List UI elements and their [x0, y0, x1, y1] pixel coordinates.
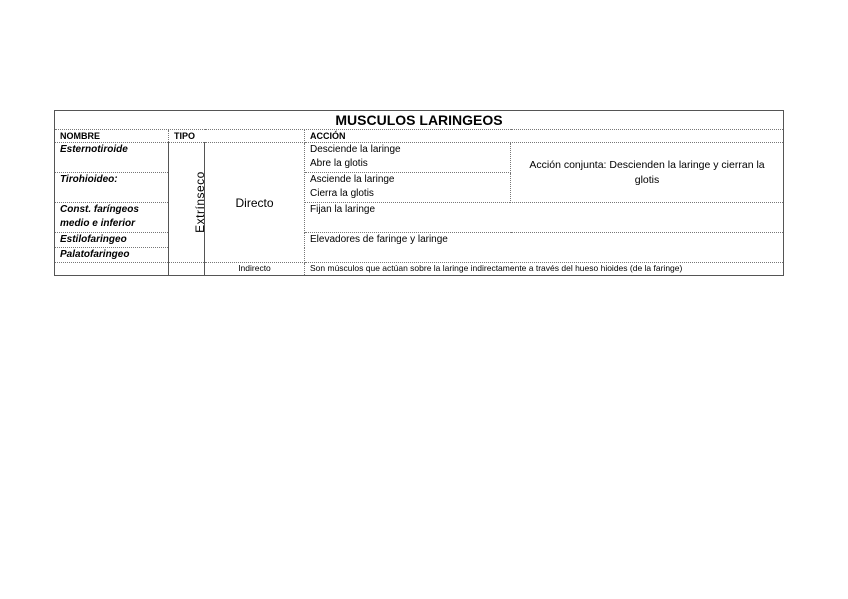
action-line: Cierra la glotis — [310, 188, 374, 199]
muscle-name-esternotiroide: Esternotiroide — [55, 143, 169, 173]
empty-type-cell — [169, 263, 205, 276]
action-line: Abre la glotis — [310, 158, 368, 169]
action-line: Asciende la laringe — [310, 174, 395, 185]
header-nombre: NOMBRE — [55, 130, 169, 143]
muscle-name-line: Const. faríngeos — [60, 204, 139, 215]
muscle-name-line: medio e inferior — [60, 218, 136, 229]
action-constrictores — [305, 203, 784, 233]
action-line: Desciende la laringe — [310, 144, 401, 155]
action-line: Fijan la laringe — [310, 204, 376, 215]
muscle-name-palatofaringeo: Palatofaringeo — [55, 248, 169, 263]
type-directo-label: Directo — [235, 195, 274, 210]
action-elevadores — [305, 233, 784, 263]
indirect-action-text: Son músculos que actúan sobre la laringe indirectamente a través del hueso hioides (de la faringe) — [305, 263, 784, 276]
muscle-name-estilofaringeo: Estilofaringeo — [55, 233, 169, 248]
empty-name-cell — [55, 263, 169, 276]
action-tirohioideo — [305, 173, 511, 203]
type-indirecto-cell: Indirecto — [205, 263, 305, 276]
type-directo-cell — [205, 143, 305, 263]
header-accion: ACCIÓN — [305, 130, 784, 143]
action-esternotiroide — [305, 143, 511, 173]
joint-action-cell — [511, 143, 784, 203]
joint-action-text: Acción conjunta: Descienden la laringe y cierran la glotis — [529, 158, 765, 186]
muscle-name-tirohioideo: Tirohioideo: — [55, 173, 169, 203]
muscles-table — [54, 110, 784, 276]
header-tipo: TIPO — [169, 130, 305, 143]
muscle-name-constrictores — [55, 203, 169, 233]
type-extrinseco-cell — [169, 143, 205, 263]
group-action-text: Elevadores de faringe y laringe — [310, 234, 448, 245]
type-extrinseco-label: Extrínseco — [192, 170, 207, 233]
table-title: MUSCULOS LARINGEOS — [55, 111, 784, 130]
